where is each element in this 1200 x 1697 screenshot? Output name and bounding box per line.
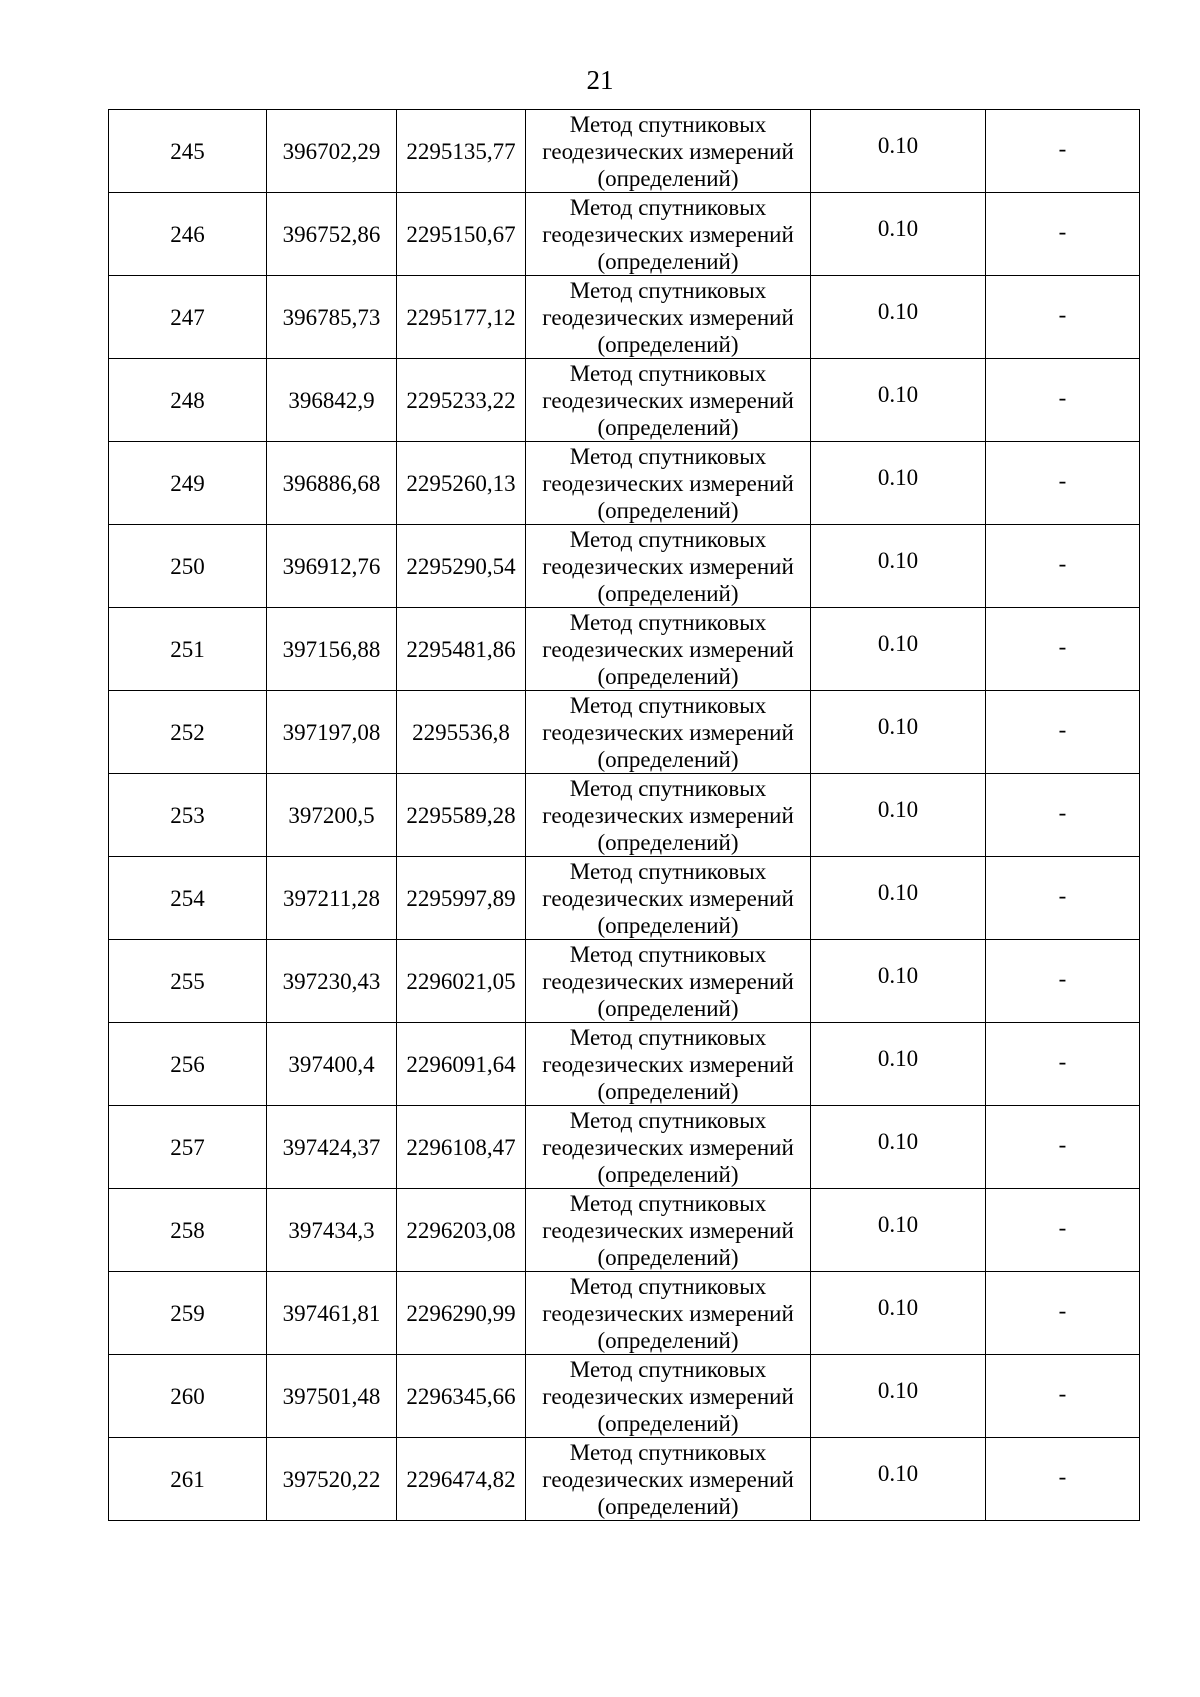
note-cell: - bbox=[986, 1023, 1140, 1106]
note-cell: - bbox=[986, 525, 1140, 608]
accuracy-cell: 0.10 bbox=[811, 193, 986, 276]
accuracy-cell: 0.10 bbox=[811, 1272, 986, 1355]
coordinates-table bbox=[108, 109, 1140, 1521]
x-coordinate-cell: 396752,86 bbox=[267, 193, 397, 276]
point-number-cell: 261 bbox=[109, 1438, 267, 1521]
y-coordinate-cell: 2295135,77 bbox=[397, 110, 526, 193]
method-line: геодезических измерений bbox=[542, 221, 794, 247]
method-line: геодезических измерений bbox=[542, 968, 794, 994]
method-line: Метод спутниковых bbox=[569, 1439, 767, 1465]
point-number-cell: 246 bbox=[109, 193, 267, 276]
x-coordinate-cell: 396702,29 bbox=[267, 110, 397, 193]
accuracy-cell: 0.10 bbox=[811, 1355, 986, 1438]
point-number-cell: 260 bbox=[109, 1355, 267, 1438]
x-coordinate-cell: 396912,76 bbox=[267, 525, 397, 608]
y-coordinate-cell: 2295589,28 bbox=[397, 774, 526, 857]
y-coordinate-cell: 2296091,64 bbox=[397, 1023, 526, 1106]
method-line: геодезических измерений bbox=[542, 636, 794, 662]
method-line: геодезических измерений bbox=[542, 138, 794, 164]
note-cell: - bbox=[986, 940, 1140, 1023]
table-row bbox=[109, 857, 1140, 940]
y-coordinate-cell: 2295290,54 bbox=[397, 525, 526, 608]
point-number-cell: 252 bbox=[109, 691, 267, 774]
accuracy-cell: 0.10 bbox=[811, 110, 986, 193]
method-line: (определений) bbox=[597, 1078, 739, 1104]
method-cell bbox=[526, 1023, 811, 1106]
y-coordinate-cell: 2295997,89 bbox=[397, 857, 526, 940]
table-row bbox=[109, 359, 1140, 442]
y-coordinate-cell: 2295150,67 bbox=[397, 193, 526, 276]
method-line: геодезических измерений bbox=[542, 719, 794, 745]
point-number-cell: 245 bbox=[109, 110, 267, 193]
method-line: Метод спутниковых bbox=[569, 609, 767, 635]
accuracy-cell: 0.10 bbox=[811, 1106, 986, 1189]
point-number-cell: 250 bbox=[109, 525, 267, 608]
method-line: Метод спутниковых bbox=[569, 277, 767, 303]
y-coordinate-cell: 2296345,66 bbox=[397, 1355, 526, 1438]
note-cell: - bbox=[986, 1355, 1140, 1438]
method-line: Метод спутниковых bbox=[569, 941, 767, 967]
point-number-cell: 253 bbox=[109, 774, 267, 857]
note-cell: - bbox=[986, 691, 1140, 774]
method-line: геодезических измерений bbox=[542, 1051, 794, 1077]
method-line: Метод спутниковых bbox=[569, 194, 767, 220]
y-coordinate-cell: 2295260,13 bbox=[397, 442, 526, 525]
method-cell bbox=[526, 691, 811, 774]
table-row bbox=[109, 1023, 1140, 1106]
x-coordinate-cell: 396886,68 bbox=[267, 442, 397, 525]
table-row bbox=[109, 1189, 1140, 1272]
accuracy-cell: 0.10 bbox=[811, 691, 986, 774]
table-row bbox=[109, 276, 1140, 359]
method-line: (определений) bbox=[597, 497, 739, 523]
method-line: (определений) bbox=[597, 331, 739, 357]
method-line: геодезических измерений bbox=[542, 470, 794, 496]
note-cell: - bbox=[986, 1438, 1140, 1521]
x-coordinate-cell: 397400,4 bbox=[267, 1023, 397, 1106]
point-number-cell: 247 bbox=[109, 276, 267, 359]
y-coordinate-cell: 2295177,12 bbox=[397, 276, 526, 359]
note-cell: - bbox=[986, 857, 1140, 940]
method-line: Метод спутниковых bbox=[569, 1107, 767, 1133]
method-line: геодезических измерений bbox=[542, 1134, 794, 1160]
y-coordinate-cell: 2295536,8 bbox=[397, 691, 526, 774]
method-line: (определений) bbox=[597, 414, 739, 440]
method-line: (определений) bbox=[597, 663, 739, 689]
method-line: (определений) bbox=[597, 829, 739, 855]
note-cell: - bbox=[986, 359, 1140, 442]
note-cell: - bbox=[986, 193, 1140, 276]
method-line: (определений) bbox=[597, 248, 739, 274]
method-line: (определений) bbox=[597, 580, 739, 606]
method-line: геодезических измерений bbox=[542, 885, 794, 911]
table-row bbox=[109, 940, 1140, 1023]
table-row bbox=[109, 774, 1140, 857]
method-cell bbox=[526, 525, 811, 608]
method-cell bbox=[526, 1106, 811, 1189]
note-cell: - bbox=[986, 774, 1140, 857]
point-number-cell: 248 bbox=[109, 359, 267, 442]
method-line: Метод спутниковых bbox=[569, 1273, 767, 1299]
x-coordinate-cell: 397501,48 bbox=[267, 1355, 397, 1438]
method-line: Метод спутниковых bbox=[569, 775, 767, 801]
y-coordinate-cell: 2295233,22 bbox=[397, 359, 526, 442]
point-number-cell: 257 bbox=[109, 1106, 267, 1189]
x-coordinate-cell: 397211,28 bbox=[267, 857, 397, 940]
method-cell bbox=[526, 1272, 811, 1355]
method-cell bbox=[526, 940, 811, 1023]
y-coordinate-cell: 2296290,99 bbox=[397, 1272, 526, 1355]
table-row bbox=[109, 1438, 1140, 1521]
x-coordinate-cell: 397424,37 bbox=[267, 1106, 397, 1189]
y-coordinate-cell: 2296021,05 bbox=[397, 940, 526, 1023]
accuracy-cell: 0.10 bbox=[811, 442, 986, 525]
method-line: (определений) bbox=[597, 912, 739, 938]
point-number-cell: 251 bbox=[109, 608, 267, 691]
method-cell bbox=[526, 857, 811, 940]
accuracy-cell: 0.10 bbox=[811, 525, 986, 608]
x-coordinate-cell: 396842,9 bbox=[267, 359, 397, 442]
method-cell bbox=[526, 276, 811, 359]
method-line: геодезических измерений bbox=[542, 802, 794, 828]
note-cell: - bbox=[986, 442, 1140, 525]
method-line: (определений) bbox=[597, 995, 739, 1021]
method-line: Метод спутниковых bbox=[569, 1024, 767, 1050]
method-line: геодезических измерений bbox=[542, 1466, 794, 1492]
x-coordinate-cell: 397461,81 bbox=[267, 1272, 397, 1355]
method-line: (определений) bbox=[597, 1327, 739, 1353]
accuracy-cell: 0.10 bbox=[811, 857, 986, 940]
method-line: Метод спутниковых bbox=[569, 1356, 767, 1382]
point-number-cell: 259 bbox=[109, 1272, 267, 1355]
accuracy-cell: 0.10 bbox=[811, 774, 986, 857]
method-line: геодезических измерений bbox=[542, 1217, 794, 1243]
note-cell: - bbox=[986, 1272, 1140, 1355]
method-cell bbox=[526, 1438, 811, 1521]
y-coordinate-cell: 2295481,86 bbox=[397, 608, 526, 691]
table-row bbox=[109, 691, 1140, 774]
method-line: Метод спутниковых bbox=[569, 858, 767, 884]
method-cell bbox=[526, 1355, 811, 1438]
accuracy-cell: 0.10 bbox=[811, 1023, 986, 1106]
point-number-cell: 258 bbox=[109, 1189, 267, 1272]
method-line: (определений) bbox=[597, 1161, 739, 1187]
method-line: геодезических измерений bbox=[542, 553, 794, 579]
method-line: Метод спутниковых bbox=[569, 1190, 767, 1216]
table-row bbox=[109, 193, 1140, 276]
method-line: геодезических измерений bbox=[542, 304, 794, 330]
accuracy-cell: 0.10 bbox=[811, 940, 986, 1023]
accuracy-cell: 0.10 bbox=[811, 276, 986, 359]
method-cell bbox=[526, 1189, 811, 1272]
method-line: (определений) bbox=[597, 746, 739, 772]
x-coordinate-cell: 397434,3 bbox=[267, 1189, 397, 1272]
x-coordinate-cell: 397230,43 bbox=[267, 940, 397, 1023]
x-coordinate-cell: 396785,73 bbox=[267, 276, 397, 359]
method-line: Метод спутниковых bbox=[569, 360, 767, 386]
method-cell bbox=[526, 110, 811, 193]
method-line: геодезических измерений bbox=[542, 387, 794, 413]
point-number-cell: 255 bbox=[109, 940, 267, 1023]
x-coordinate-cell: 397200,5 bbox=[267, 774, 397, 857]
method-line: (определений) bbox=[597, 1493, 739, 1519]
x-coordinate-cell: 397520,22 bbox=[267, 1438, 397, 1521]
x-coordinate-cell: 397197,08 bbox=[267, 691, 397, 774]
note-cell: - bbox=[986, 1106, 1140, 1189]
y-coordinate-cell: 2296203,08 bbox=[397, 1189, 526, 1272]
table-row bbox=[109, 1355, 1140, 1438]
method-line: Метод спутниковых bbox=[569, 111, 767, 137]
table-row bbox=[109, 1272, 1140, 1355]
note-cell: - bbox=[986, 608, 1140, 691]
method-line: Метод спутниковых bbox=[569, 443, 767, 469]
method-line: (определений) bbox=[597, 1244, 739, 1270]
page-number: 21 bbox=[586, 65, 614, 95]
point-number-cell: 249 bbox=[109, 442, 267, 525]
method-line: геодезических измерений bbox=[542, 1383, 794, 1409]
note-cell: - bbox=[986, 110, 1140, 193]
y-coordinate-cell: 2296474,82 bbox=[397, 1438, 526, 1521]
accuracy-cell: 0.10 bbox=[811, 1438, 986, 1521]
table-row bbox=[109, 525, 1140, 608]
table-row bbox=[109, 608, 1140, 691]
point-number-cell: 254 bbox=[109, 857, 267, 940]
method-cell bbox=[526, 193, 811, 276]
table-row bbox=[109, 442, 1140, 525]
accuracy-cell: 0.10 bbox=[811, 359, 986, 442]
accuracy-cell: 0.10 bbox=[811, 1189, 986, 1272]
accuracy-cell: 0.10 bbox=[811, 608, 986, 691]
note-cell: - bbox=[986, 1189, 1140, 1272]
method-cell bbox=[526, 774, 811, 857]
method-line: Метод спутниковых bbox=[569, 692, 767, 718]
point-number-cell: 256 bbox=[109, 1023, 267, 1106]
table-row bbox=[109, 110, 1140, 193]
table-row bbox=[109, 1106, 1140, 1189]
method-line: Метод спутниковых bbox=[569, 526, 767, 552]
method-line: (определений) bbox=[597, 1410, 739, 1436]
method-line: геодезических измерений bbox=[542, 1300, 794, 1326]
x-coordinate-cell: 397156,88 bbox=[267, 608, 397, 691]
method-line: (определений) bbox=[597, 165, 739, 191]
method-cell bbox=[526, 608, 811, 691]
y-coordinate-cell: 2296108,47 bbox=[397, 1106, 526, 1189]
note-cell: - bbox=[986, 276, 1140, 359]
method-cell bbox=[526, 359, 811, 442]
method-cell bbox=[526, 442, 811, 525]
coordinates-table-body bbox=[109, 110, 1140, 1521]
